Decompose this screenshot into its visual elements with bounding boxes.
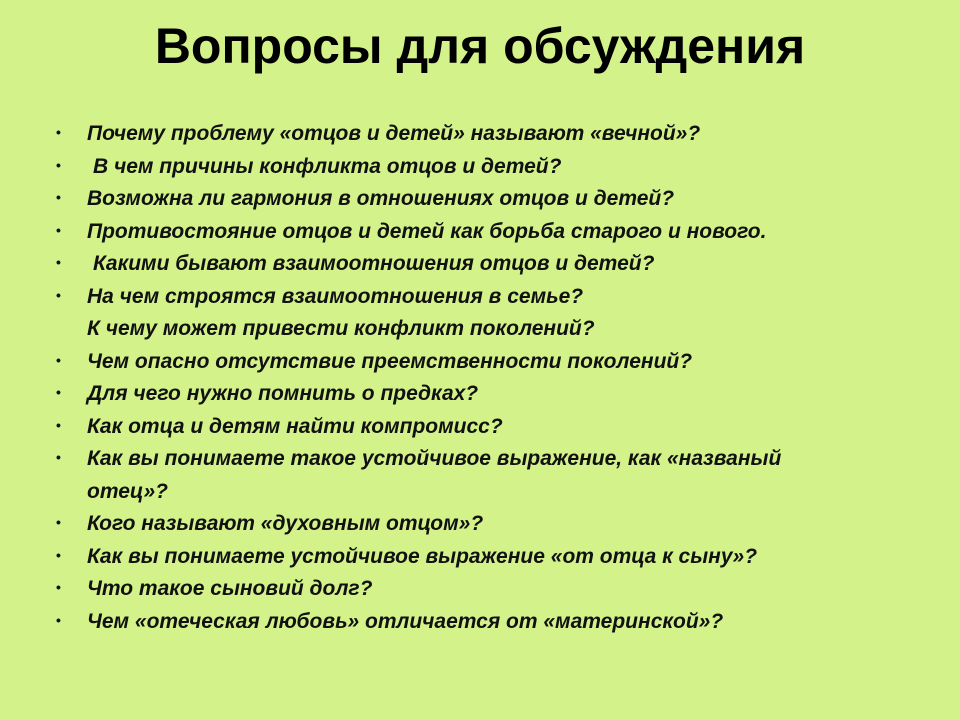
bullet-icon: • (56, 124, 61, 140)
question-text: Как вы понимаете такое устойчивое выражение, как «названый (87, 447, 782, 470)
question-text: В чем причины конфликта отцов и детей? (93, 154, 562, 178)
list-item (56, 216, 906, 249)
bullet-icon: • (56, 286, 61, 303)
question-text: Какими бывают взаимоотношения отцов и детей? (93, 252, 655, 275)
list-item (56, 411, 906, 444)
list-item (56, 573, 906, 606)
list-item (56, 183, 906, 216)
bullet-icon: • (56, 514, 61, 530)
list-item (56, 281, 906, 346)
question-text: Чем «отеческая любовь» отличается от «материнской»? (87, 609, 724, 633)
question-text: Противостояние отцов и детей как борьба старого и нового. (87, 219, 767, 243)
question-text: Почему проблему «отцов и детей» называют «вечной»? (87, 122, 701, 145)
bullet-icon: • (56, 449, 61, 465)
bullet-icon: • (56, 611, 61, 628)
question-text: Кого называют «духовным отцом»? (87, 512, 484, 535)
list-item (56, 346, 906, 379)
question-text: К чему может привести конфликт поколений? (87, 317, 595, 340)
question-text: Чем опасно отсутствие преемственности поколений? (87, 349, 693, 373)
question-text: Для чего нужно помнить о предках? (87, 382, 479, 405)
bullet-icon: • (56, 156, 61, 173)
question-text: Возможна ли гармония в отношениях отцов и детей? (87, 187, 675, 210)
bullet-icon: • (56, 189, 61, 205)
question-list (56, 118, 906, 638)
list-item (56, 508, 906, 541)
bullet-icon: • (56, 546, 61, 563)
bullet-icon: • (56, 416, 61, 433)
list-item (56, 118, 906, 151)
bullet-icon: • (56, 351, 61, 368)
list-item (56, 151, 906, 184)
list-item (56, 378, 906, 411)
list-item (56, 541, 906, 574)
bullet-icon: • (56, 579, 61, 595)
question-text: Как вы понимаете устойчивое выражение «от отца к сыну»? (87, 544, 758, 568)
bullet-icon: • (56, 384, 61, 400)
question-text: Как отца и детям найти компромисс? (87, 414, 503, 438)
question-text: На чем строятся взаимоотношения в семье? (87, 284, 584, 308)
list-item (56, 248, 906, 281)
slide-title: Вопросы для обсуждения (154, 18, 806, 74)
list-item (56, 606, 906, 639)
question-text: Что такое сыновий долг? (87, 577, 373, 600)
bullet-icon: • (56, 221, 61, 238)
bullet-icon: • (56, 254, 61, 270)
question-text: отец»? (87, 479, 168, 503)
list-item (56, 443, 906, 508)
